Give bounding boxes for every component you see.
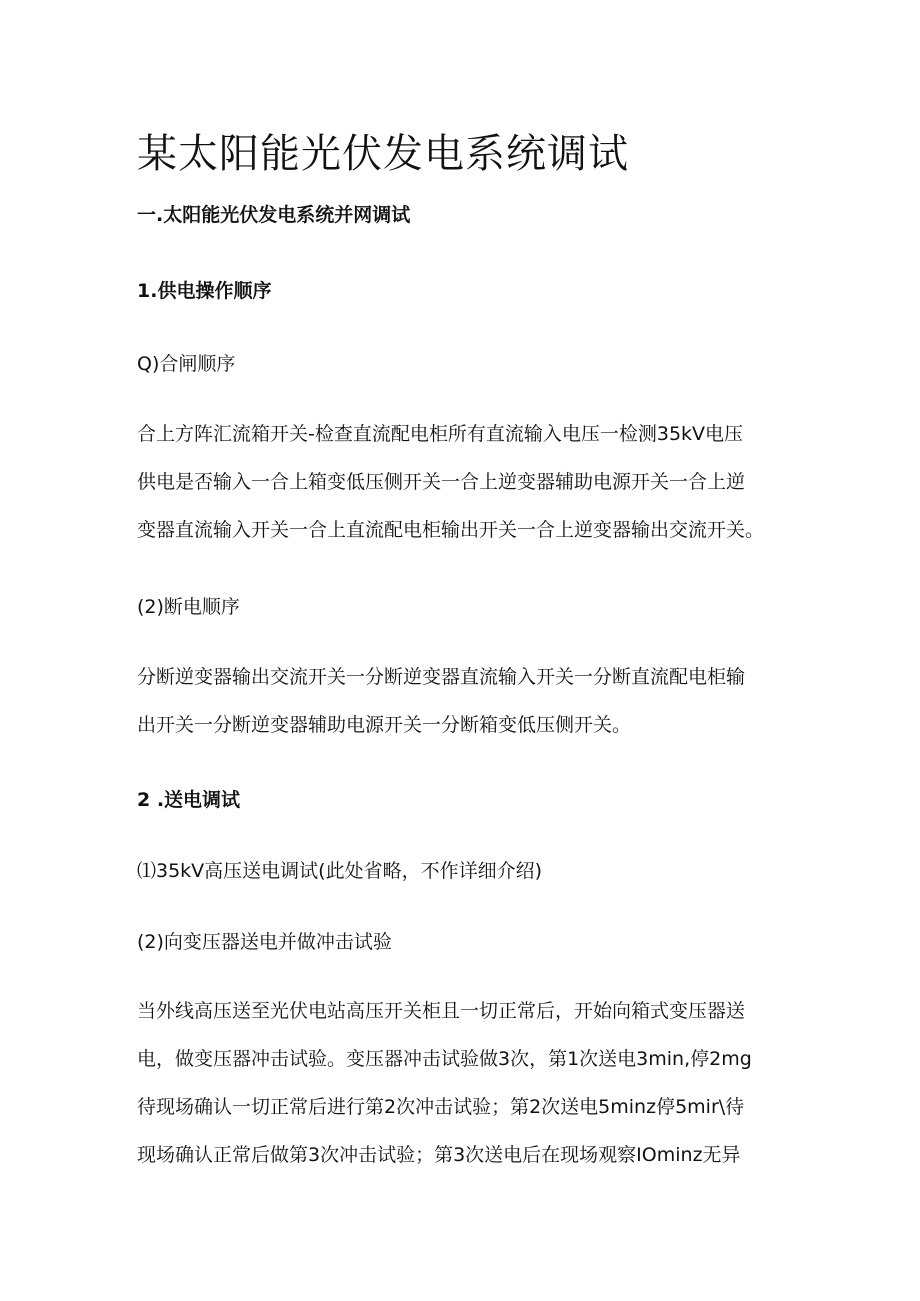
paragraph-impact-test <box>137 996 797 1188</box>
paragraph-line: 电，做变压器冲击试验。变压器冲击试验做3次，第1次送电3min,停2mg <box>137 1048 752 1070</box>
item-label-impact-test: (2)向变压器送电并做冲击试验 <box>137 931 392 953</box>
paragraph-line: 分断逆变器输出交流开关一分断逆变器直流输入开关一分断直流配电柜输 <box>137 666 746 688</box>
paragraph-closing-sequence <box>137 419 797 563</box>
subsection-heading-power-transmission: 2 .送电调试 <box>137 789 241 811</box>
paragraph-line: 当外线高压送至光伏电站高压开关柜且一切正常后，开始向箱式变压器送 <box>137 1000 746 1022</box>
subsection-heading-operation-sequence: 1.供电操作顺序 <box>137 280 272 302</box>
item-label-closing-sequence: Q)合闸顺序 <box>137 353 236 375</box>
document-title: 某太阳能光伏发电系统调试 <box>137 131 629 177</box>
paragraph-line: 现场确认正常后做第3次冲击试验；第3次送电后在现场观察IOminz无异 <box>137 1144 741 1166</box>
section-heading-grid-connection: 一.太阳能光伏发电系统并网调试 <box>137 204 411 226</box>
paragraph-line: 供电是否输入一合上箱变低压侧开关一合上逆变器辅助电源开关一合上逆 <box>137 471 746 493</box>
paragraph-line: 合上方阵汇流箱开关-检查直流配电柜所有直流输入电压一检测35kV电压 <box>137 423 744 445</box>
item-label-35kv-transmission: ⑴35kV高压送电调试(此处省略，不作详细介绍) <box>137 860 543 882</box>
paragraph-line: 变器直流输入开关一合上直流配电柜输出开关一合上逆变器输出交流开关。 <box>137 519 765 541</box>
paragraph-opening-sequence <box>137 662 797 758</box>
paragraph-line: 待现场确认一切正常后进行第2次冲击试验；第2次送电5minz停5mir\待 <box>137 1096 745 1118</box>
paragraph-line: 出开关一分断逆变器辅助电源开关一分断箱变低压侧开关。 <box>137 714 632 736</box>
item-label-opening-sequence: (2)断电顺序 <box>137 596 240 618</box>
